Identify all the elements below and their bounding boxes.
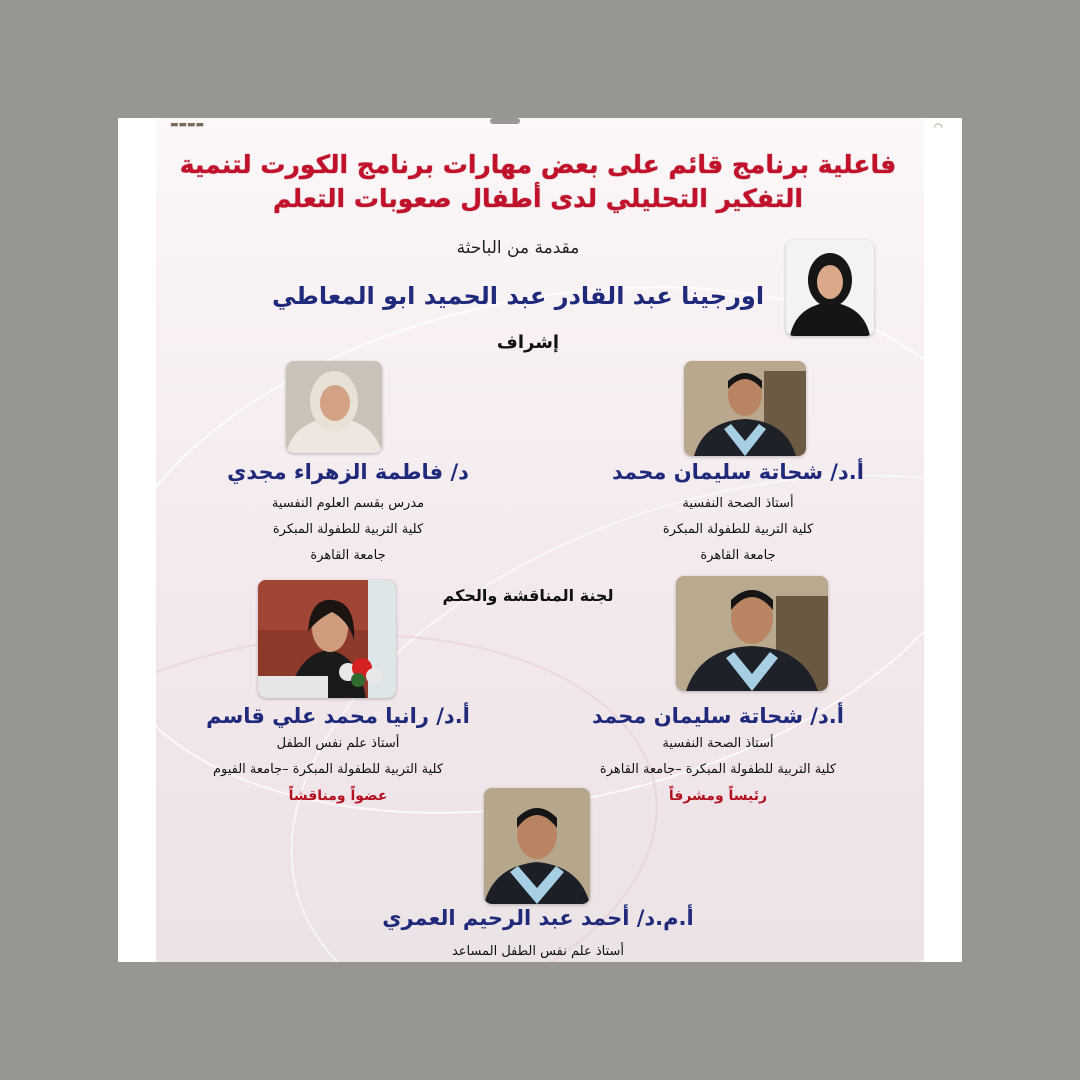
thesis-title xyxy=(158,148,918,216)
thesis-title-line-1: فاعلية برنامج قائم على بعض مهارات برنامج الكورت لتنمية xyxy=(179,150,897,179)
poster-card xyxy=(118,118,962,962)
supervisor-1-photo xyxy=(684,361,806,456)
committee-1-role: رئيساً ومشرفاً xyxy=(668,788,768,804)
committee-1-line-2: كلية التربية للطفولة المبكرة –جامعة القاهرة xyxy=(599,762,837,777)
thesis-title-line-2: التفكير التحليلي لدى أطفال صعوبات التعلم xyxy=(273,184,803,213)
committee-3-line-1: أستاذ علم نفس الطفل المساعد xyxy=(451,944,625,959)
supervisor-1-line-3: جامعة القاهرة xyxy=(700,548,776,563)
committee-1-photo xyxy=(676,576,828,691)
top-mark xyxy=(490,118,520,124)
committee-2-name: أ.د/ رانيا محمد علي قاسم xyxy=(206,704,470,728)
supervisor-1-line-1: أستاذ الصحة النفسية xyxy=(682,496,794,511)
researcher-photo xyxy=(786,240,874,336)
committee-2-line-2: كلية التربية للطفولة المبكرة –جامعة الفيوم xyxy=(212,762,444,777)
university-logo-right: ◜◝ xyxy=(934,122,942,133)
supervisor-2-line-3: جامعة القاهرة xyxy=(310,548,386,563)
supervisor-2-name: د/ فاطمة الزهراء مجدي xyxy=(227,460,469,484)
committee-3-name: أ.م.د/ أحمد عبد الرحيم العمري xyxy=(382,906,694,930)
committee-1-name: أ.د/ شحاتة سليمان محمد xyxy=(592,704,844,728)
presented-by-label: مقدمة من الباحثة xyxy=(456,238,580,258)
supervisor-2-photo xyxy=(286,361,382,453)
committee-2-photo xyxy=(258,580,396,698)
researcher-name: اورجينا عبد القادر عبد الحميد ابو المعاطي xyxy=(271,282,765,310)
faculty-logo-left: ▬▬▬▬ xyxy=(170,120,205,130)
supervisor-1-line-2: كلية التربية للطفولة المبكرة xyxy=(662,522,814,537)
committee-2-line-1: أستاذ علم نفس الطفل xyxy=(276,736,400,751)
supervisor-2-line-1: مدرس بقسم العلوم النفسية xyxy=(271,496,425,511)
committee-3-photo xyxy=(484,788,590,904)
committee-heading: لجنة المناقشة والحكم xyxy=(442,586,614,605)
supervisor-1-name: أ.د/ شحاتة سليمان محمد xyxy=(612,460,864,484)
committee-2-role: عضواً ومناقشاً xyxy=(288,788,388,804)
supervisor-2-line-2: كلية التربية للطفولة المبكرة xyxy=(272,522,424,537)
committee-1-line-1: أستاذ الصحة النفسية xyxy=(662,736,774,751)
supervision-heading: إشراف xyxy=(496,332,560,353)
